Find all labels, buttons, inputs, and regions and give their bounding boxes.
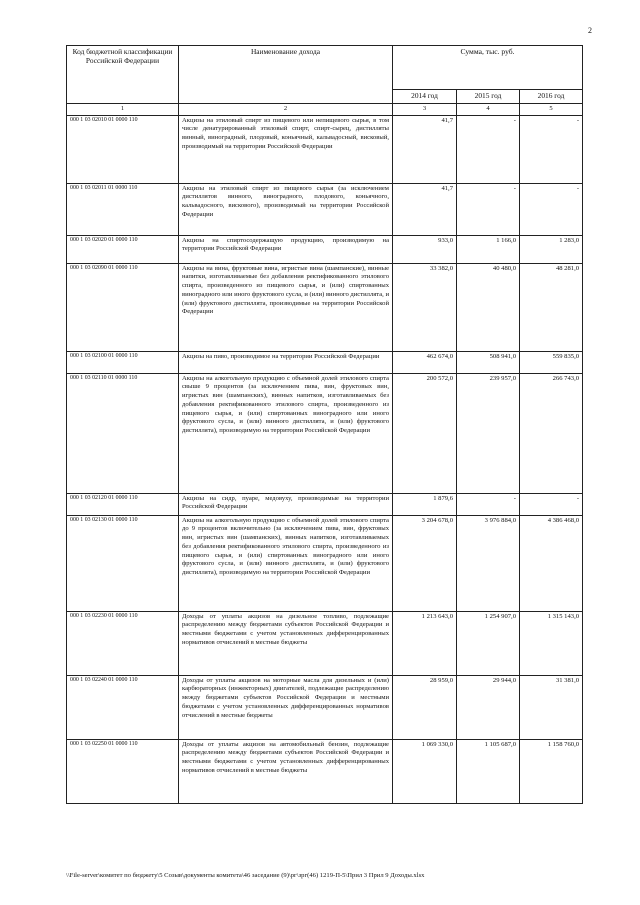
table-row <box>67 351 583 373</box>
row-value-2016: 4 386 468,0 <box>520 515 583 611</box>
row-code: 000 1 03 02100 01 0000 110 <box>67 351 179 373</box>
row-code: 000 1 03 02011 01 0000 110 <box>67 183 179 235</box>
header-code: Код бюджетной классификации Российской Федерации <box>67 46 179 104</box>
row-value-2014: 33 382,0 <box>393 263 457 351</box>
row-name: Доходы от уплаты акцизов на моторные масла для дизельных и (или) карбюраторных (инжекторных) двигателей, подлежащие распределению между бюджетами субъектов Российской Федерации и местными бюджетами с учетом установленных дифференцированных нормативов отчислений в местные бюджеты <box>179 675 393 739</box>
row-name: Акцизы на этиловый спирт из пищевого или непищевого сырья, в том числе денатурированный этиловый спирт, спирт-сырец, дистилляты винный, виноградный, плодовый, коньячный, кальвадосный, висковый, производимый на территории Российской Федерации <box>179 115 393 183</box>
row-value-2015: - <box>457 115 520 183</box>
column-number-3: 3 <box>393 104 457 116</box>
footer-file-path: \\File-server\комитет по бюджету\5 Созыв\документы комитета\46 заседание (9)\рг\зрг(46) 1219-П-5\Прил 3 Прил 9 Доходы.xlsx <box>66 872 425 879</box>
row-name: Доходы от уплаты акцизов на дизельное топливо, подлежащие распределению между бюджетами субъектов Российской Федерации и местными бюджетами с учетом установленных дифференцированных нормативов отчислений в местные бюджеты <box>179 611 393 675</box>
row-value-2016: 1 315 143,0 <box>520 611 583 675</box>
table-row <box>67 515 583 611</box>
row-code: 000 1 03 02230 01 0000 110 <box>67 611 179 675</box>
row-value-2016: - <box>520 183 583 235</box>
row-name: Доходы от уплаты акцизов на автомобильный бензин, подлежащие распределению между бюджетами субъектов Российской Федерации и местными бюджетами с учетом установленных дифференцированных нормативов отчислений в местные бюджеты <box>179 739 393 803</box>
row-value-2016: 266 743,0 <box>520 373 583 493</box>
header-name: Наименование дохода <box>179 46 393 104</box>
row-value-2015: - <box>457 183 520 235</box>
row-value-2015: 40 480,0 <box>457 263 520 351</box>
row-value-2015: 239 957,0 <box>457 373 520 493</box>
row-value-2014: 1 213 643,0 <box>393 611 457 675</box>
row-name: Акцизы на спиртосодержащую продукцию, производимую на территории Российской Федерации <box>179 235 393 263</box>
row-value-2015: 3 976 884,0 <box>457 515 520 611</box>
table-row <box>67 739 583 803</box>
row-value-2016: 48 281,0 <box>520 263 583 351</box>
row-value-2016: - <box>520 493 583 515</box>
table-row <box>67 611 583 675</box>
row-code: 000 1 03 02120 01 0000 110 <box>67 493 179 515</box>
row-value-2015: 29 944,0 <box>457 675 520 739</box>
row-value-2014: 200 572,0 <box>393 373 457 493</box>
income-table <box>66 45 583 804</box>
row-value-2015: 1 254 907,0 <box>457 611 520 675</box>
column-number-4: 4 <box>457 104 520 116</box>
row-value-2015: - <box>457 493 520 515</box>
row-value-2016: 1 158 760,0 <box>520 739 583 803</box>
column-number-2: 2 <box>179 104 393 116</box>
table-row <box>67 493 583 515</box>
row-name: Акцизы на сидр, пуаре, медовуху, производимые на территории Российской Федерации <box>179 493 393 515</box>
row-value-2014: 28 959,0 <box>393 675 457 739</box>
header-year-2016: 2016 год <box>520 90 583 104</box>
row-code: 000 1 03 02110 01 0000 110 <box>67 373 179 493</box>
row-value-2014: 41,7 <box>393 183 457 235</box>
row-name: Акцизы на пиво, производимое на территории Российской Федерации <box>179 351 393 373</box>
row-code: 000 1 03 02090 01 0000 110 <box>67 263 179 351</box>
row-value-2016: 1 283,0 <box>520 235 583 263</box>
row-value-2014: 462 674,0 <box>393 351 457 373</box>
row-value-2014: 3 204 678,0 <box>393 515 457 611</box>
row-name: Акцизы на алкогольную продукцию с объемной долей этилового спирта до 9 процентов включительно (за исключением пива, вин, фруктовых вин, игристых вин (шампанских), винных напитков, изготавливаемых без добавления ректификованного этилового спирта, произведенного из пищевого сырья, и (или) спиртованных виноградного или иного фруктового сусла, и (или) винного дистиллята, и (или) фруктового дистиллята), производимую на территории Российской Федерации <box>179 515 393 611</box>
row-value-2014: 933,0 <box>393 235 457 263</box>
column-number-1: 1 <box>67 104 179 116</box>
table-row <box>67 263 583 351</box>
row-code: 000 1 03 02250 01 0000 110 <box>67 739 179 803</box>
row-value-2016: - <box>520 115 583 183</box>
row-name: Акцизы на этиловый спирт из пищевого сырья (за исключением дистиллятов винного, виноградного, плодового, коньячного, кальвадосного, вискового), производимый на территории Российской Федерации <box>179 183 393 235</box>
row-value-2014: 1 879,6 <box>393 493 457 515</box>
header-year-2014: 2014 год <box>393 90 457 104</box>
row-code: 000 1 03 02130 01 0000 110 <box>67 515 179 611</box>
row-code: 000 1 03 02010 01 0000 110 <box>67 115 179 183</box>
table-row <box>67 235 583 263</box>
table-row <box>67 373 583 493</box>
row-code: 000 1 03 02020 01 0000 110 <box>67 235 179 263</box>
row-code: 000 1 03 02240 01 0000 110 <box>67 675 179 739</box>
row-value-2016: 31 381,0 <box>520 675 583 739</box>
table-row <box>67 183 583 235</box>
row-value-2016: 559 835,0 <box>520 351 583 373</box>
table-row <box>67 115 583 183</box>
header-year-2015: 2015 год <box>457 90 520 104</box>
row-name: Акцизы на алкогольную продукцию с объемной долей этилового спирта свыше 9 процентов (за исключением пива, вин, фруктовых вин, игристых вин (шампанских), винных напитков, изготавливаемых без добавления ректификованного этилового спирта, произведенного из пищевого сырья, и (или) спиртованных виноградного или иного фруктового сусла, и (или) винного дистиллята, и (или) фруктового дистиллята), производимую на территории Российской Федерации <box>179 373 393 493</box>
row-value-2015: 508 941,0 <box>457 351 520 373</box>
row-value-2015: 1 166,0 <box>457 235 520 263</box>
row-value-2014: 41,7 <box>393 115 457 183</box>
column-number-5: 5 <box>520 104 583 116</box>
table-row <box>67 675 583 739</box>
page-number: 2 <box>588 26 592 35</box>
row-value-2014: 1 069 330,0 <box>393 739 457 803</box>
header-sum: Сумма, тыс. руб. <box>393 46 583 90</box>
row-value-2015: 1 105 687,0 <box>457 739 520 803</box>
row-name: Акцизы на вина, фруктовые вина, игристые вина (шампанские), винные напитки, изготавливаемые без добавления ректификованного этилового спирта, произведенного из пищевого сырья, и (или) спиртованных виноградного или иного фруктового сусла, и (или) винного дистиллята, и (или) фруктового дистиллята, производимые на территории Российской Федерации <box>179 263 393 351</box>
